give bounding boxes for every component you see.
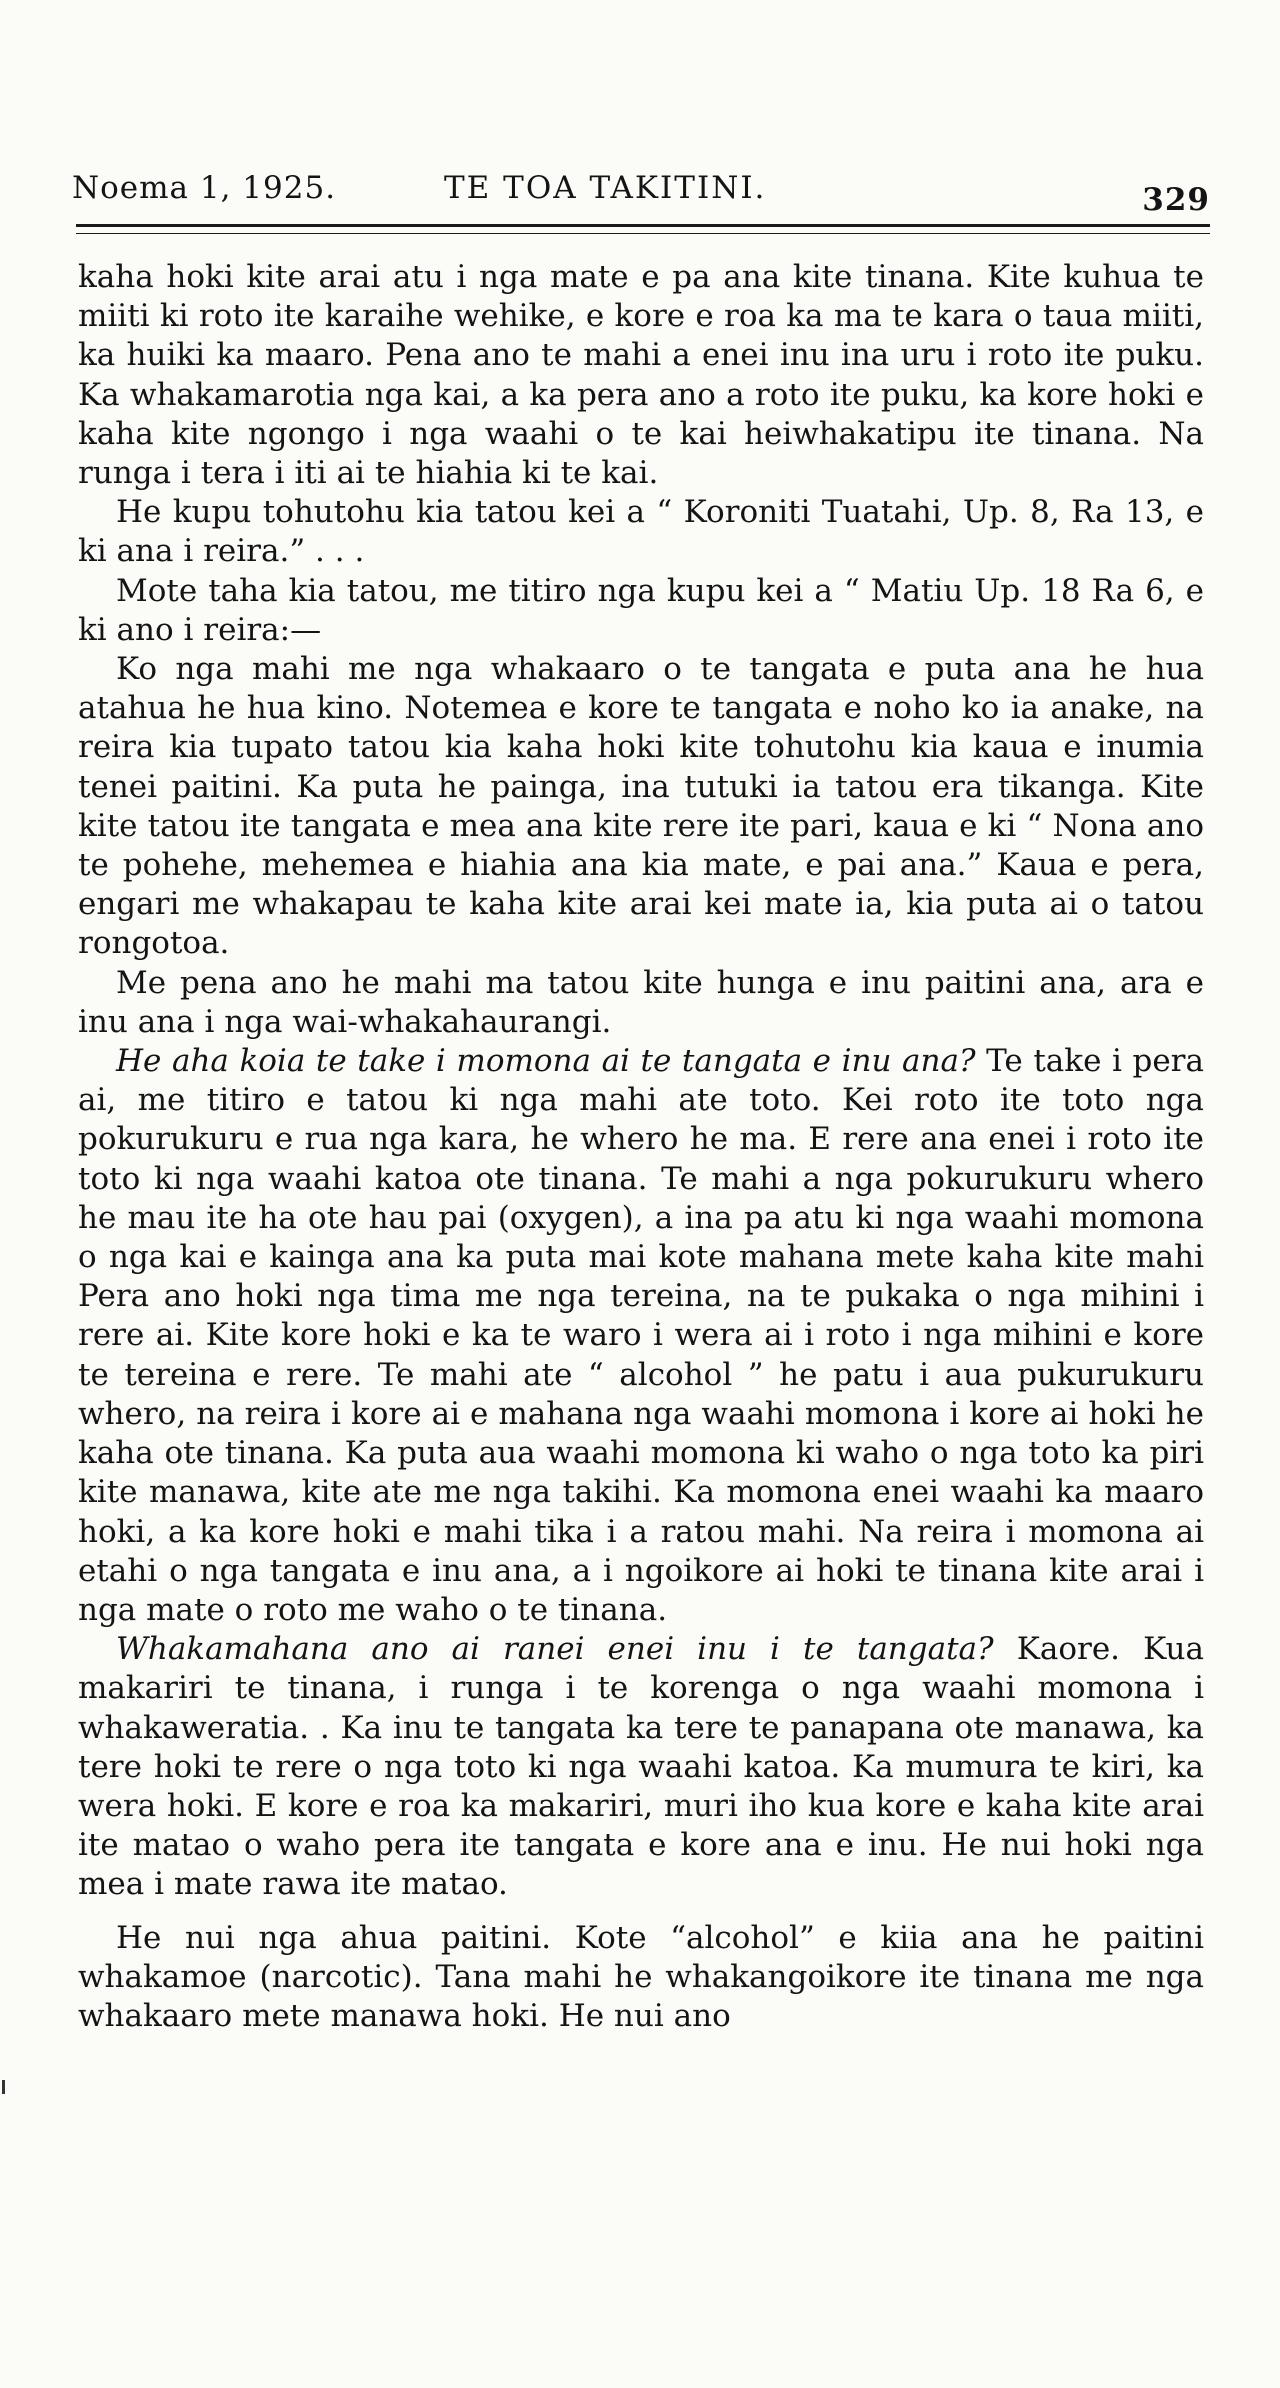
paragraph-8: He nui nga ahua paitini. Kote “alcohol” e kiia ana he paitini whakamoe (narcotic). Tana mahi he whakangoikore ite tinana me nga whakaaro mete manawa hoki. He nui ano [78,1919,1204,2034]
paragraph-7-question: Whakamahana ano ai ranei enei inu i te tangata? [116,1631,994,1668]
header-date: Noema 1, 1925. [72,170,337,206]
paragraph-5: Me pena ano he mahi ma tatou kite hunga e inu paitini ana, ara e inu ana i nga wai-whakahaurangi. [78,964,1204,1040]
paragraph-7-answer: Kaore. Kua makariri te tinana, i runga i te korenga o nga waahi momona i whakaweratia. . Ka inu te tangata ka tere te panapana ote manawa, ka tere hoki te rere o nga toto ki nga waahi katoa. Ka mumura te kiri, ka wera hoki. E kore e roa ka makariri, muri iho kua kore e kaha kite arai ite matao o waho pera ite tangata e kore ana e inu. He nui hoki nga mea i mate rawa ite matao. [78,1631,1204,1903]
paragraph-1: kaha hoki kite arai atu i nga mate e pa ana kite tinana. Kite kuhua te miiti ki roto ite karaihe wehike, e kore e roa ka ma te kara o taua miiti, ka huiki ka maaro. Pena ano te mahi a enei inu ina uru i roto ite puku. Ka whakamarotia nga kai, a ka pera ano a roto ite puku, ka kore hoki e kaha kite ngongo i nga waahi o te kai heiwhakatipu ite tinana. Na runga i tera i iti ai te hiahia ki te kai. [78,259,1204,492]
paragraph-4: Ko nga mahi me nga whakaaro o te tangata e puta ana he hua atahua he hua kino. Notemea e kore te tangata e noho ko ia anake, na reira kia tupato tatou kia kaha hoki kite tohutohu kia kaua e inumia tenei paitini. Ka puta he painga, ina tutuki ia tatou era tikanga. Kite kite tatou ite tangata e mea ana kite rere ite pari, kaua e ki “ Nona ano te pohehe, mehemea e hiahia ana kia mate, e pai ana.” Kaua e pera, engari me whakapau te kaha kite arai kei mate ia, kia puta ai o tatou rongotoa. [78,651,1204,962]
header-rule-thin [76,233,1210,234]
scan-edge-mark [2,2080,5,2094]
paragraph-6-answer: Te take i pera ai, me titiro e tatou ki nga mahi ate toto. Kei roto ite toto nga pokurukuru e rua nga kara, he whero he ma. E rere ana enei i roto ite toto ki nga waahi katoa ote tinana. Te mahi a nga pokurukuru whero he mau ite ha ote hau pai (oxygen), a ina pa atu ki nga waahi momona o nga kai e kainga ana ka puta mai kote mahana mete kaha kite mahi Pera ano hoki nga tima me nga tereina, na te pukaka o nga mihini i rere ai. Kite kore hoki e ka te waro i wera ai i roto i nga mihini e kore te tereina e rere. Te mahi ate “ alcohol ” he patu i aua pukurukuru whero, na reira i kore ai e mahana nga waahi momona i kore ai hoki he kaha ote tinana. Ka puta aua waahi momona ki waho o nga toto ka piri kite manawa, kite ate me nga takihi. Ka momona enei waahi ka maaro hoki, a ka kore hoki e mahi tika i a ratou mahi. Na reira i momona ai etahi o nga tangata e inu ana, a i ngoikore ai hoki te tinana kite arai i nga mate o roto me waho o te tinana. [78,1043,1204,1628]
header-rule-thick [76,224,1210,227]
page-header [72,168,1210,218]
page-number: 329 [1142,182,1210,218]
paragraph-3: Mote taha kia tatou, me titiro nga kupu kei a “ Matiu Up. 18 Ra 6, e ki ano i reira:— [78,572,1204,648]
article-body [78,258,1204,2036]
paragraph-7 [78,1630,1204,1904]
paragraph-6-question: He aha koia te take i momona ai te tangata e inu ana? [116,1043,976,1080]
header-title: TE TOA TAKITINI. [444,170,767,206]
paragraph-2: He kupu tohutohu kia tatou kei a “ Koroniti Tuatahi, Up. 8, Ra 13, e ki ana i reira.” . . . [78,494,1204,570]
paragraph-6 [78,1042,1204,1630]
